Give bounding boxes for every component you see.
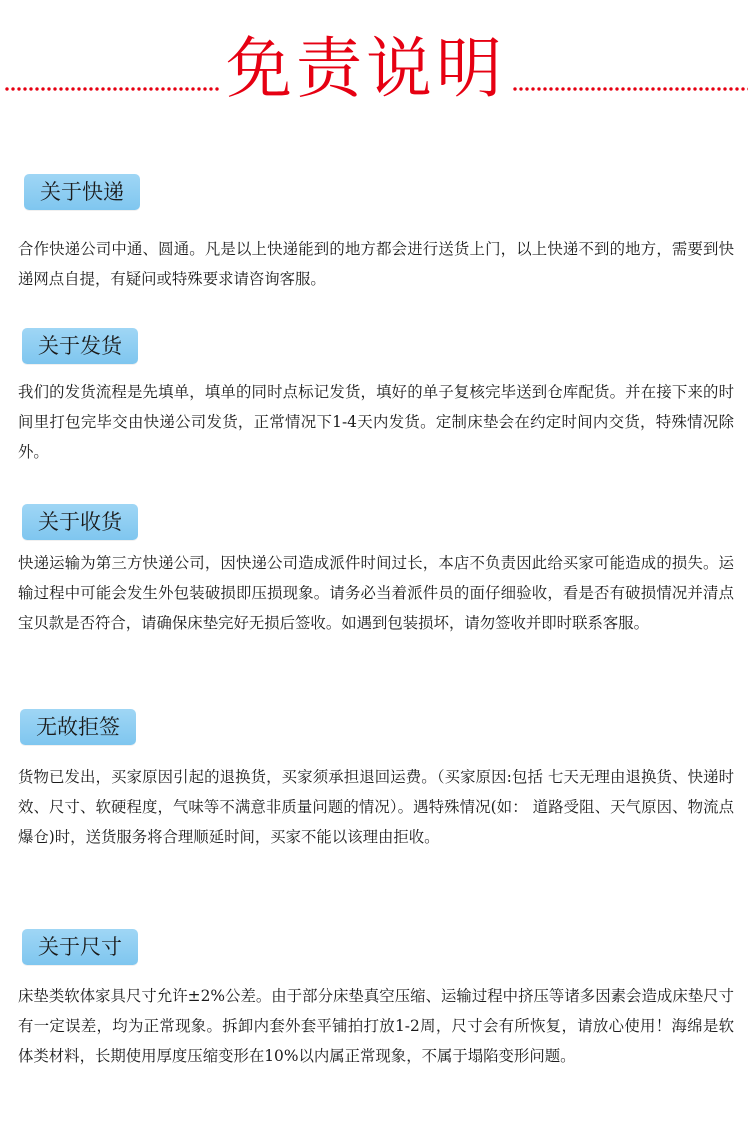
section-heading-express: 关于快递 [24,174,140,210]
section-body-refusal: 货物已发出，买家原因引起的退换货，买家须承担退回运费。（买家原因:包括 七天无理由退换货、快递时效、尺寸、软硬程度，气味等不满意非质量问题的情况）。遇特殊情况(如： 道路受阻、天气原因、物流点爆仓)时，送货服务将合理顺延时间，买家不能以该理由拒收。 [18,768,734,846]
decorative-dotted-line-left [4,86,220,92]
page-header [0,18,750,128]
section-body-receiving: 快递运输为第三方快递公司，因快递公司造成派件时间过长，本店不负责因此给买家可能造成的损失。运输过程中可能会发生外包装破损即压损现象。请务必当着派件员的面仔细验收，看是否有破损情况并清点宝贝款是否符合，请确保床垫完好无损后签收。如遇到包装损坏，请勿签收并即时联系客服。 [18,554,734,632]
decorative-dotted-line-right [512,86,748,92]
page-title: 免责说明 [226,30,506,107]
section-heading-refusal: 无故拒签 [20,709,136,745]
section-body-size: 床垫类软体家具尺寸允许±2%公差。由于部分床垫真空压缩、运输过程中挤压等诸多因素会造成床垫尺寸有一定误差，均为正常现象。拆卸内套外套平铺拍打放1-2周，尺寸会有所恢复，请放心使用！海绵是软体类材料，长期使用厚度压缩变形在10%以内属正常现象，不属于塌陷变形问题。 [18,987,734,1065]
section-body-express: 合作快递公司中通、圆通。凡是以上快递能到的地方都会进行送货上门，以上快递不到的地方，需要到快递网点自提，有疑问或特殊要求请咨询客服。 [18,240,734,288]
section-heading-shipping: 关于发货 [22,328,138,364]
section-heading-size: 关于尺寸 [22,929,138,965]
section-body-shipping: 我们的发货流程是先填单，填单的同时点标记发货，填好的单子复核完毕送到仓库配货。并在接下来的时间里打包完毕交由快递公司发货，正常情况下1-4天内发货。定制床垫会在约定时间内交货，特殊情况除外。 [18,383,734,461]
section-heading-receiving: 关于收货 [22,504,138,540]
